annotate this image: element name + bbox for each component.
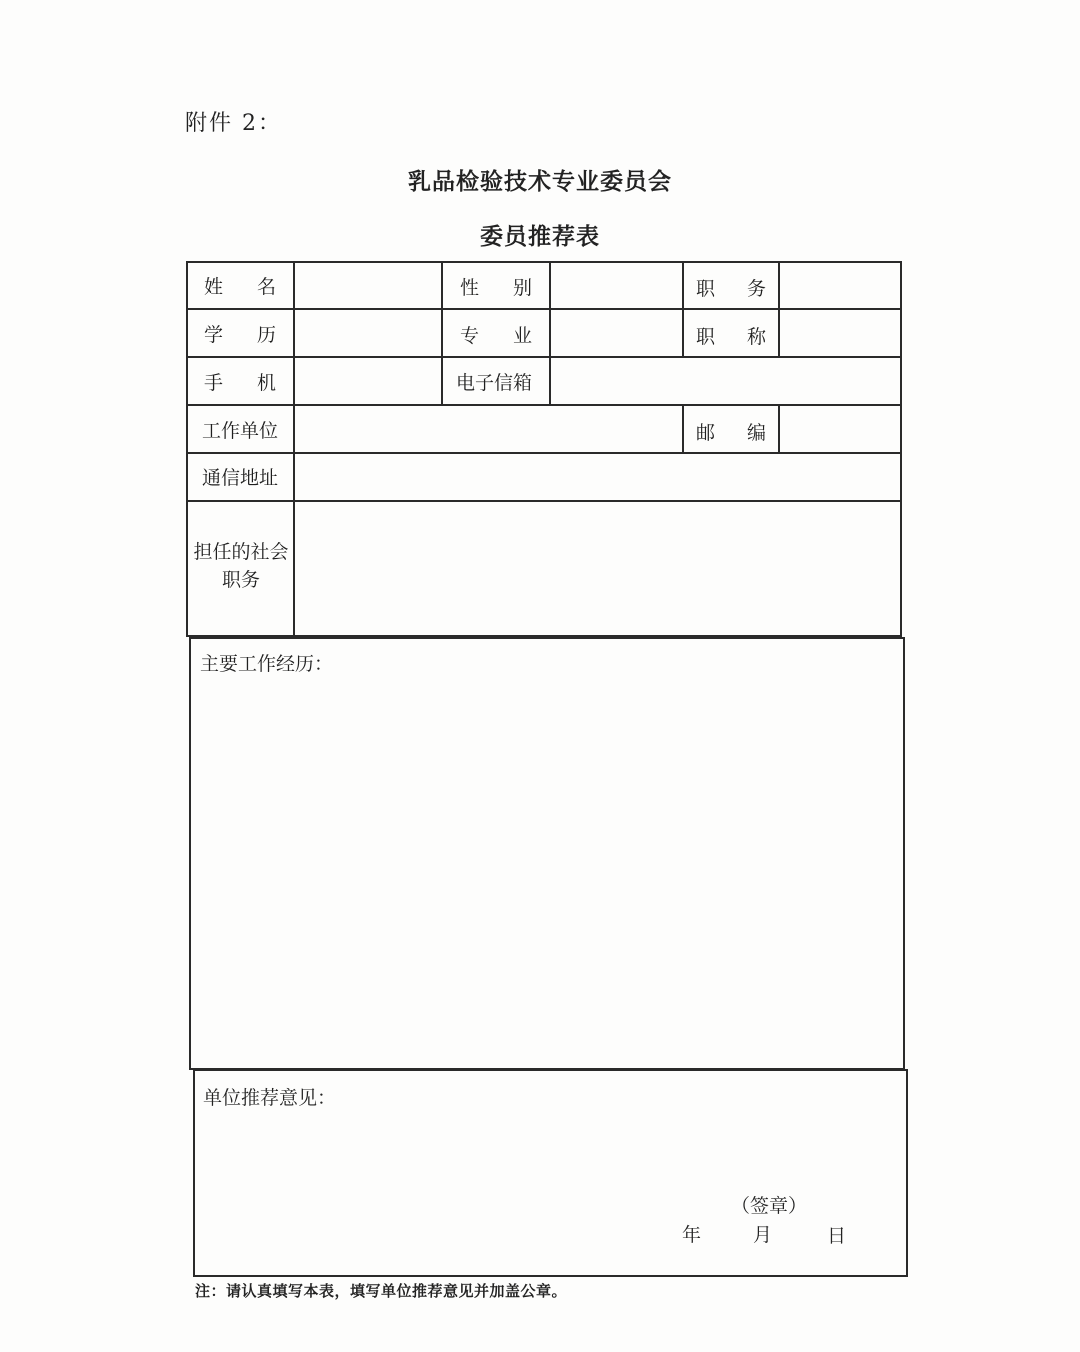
name-label: 姓 名	[204, 276, 276, 298]
seal-label: （签章）	[731, 1195, 808, 1217]
column-divider	[549, 263, 551, 404]
column-divider	[778, 404, 780, 452]
address-label: 通信地址	[202, 467, 279, 489]
column-divider	[293, 263, 295, 635]
major-label: 专 业	[460, 325, 532, 347]
social-duties-label: 担任的社会职务	[193, 541, 289, 591]
footer-note: 注：请认真填写本表，填写单位推荐意见并加盖公章。	[195, 1282, 568, 1300]
info-table	[186, 261, 902, 637]
form-subtitle: 委员推荐表	[480, 223, 600, 250]
month-label: 月	[753, 1224, 773, 1246]
column-divider	[682, 263, 684, 356]
recommendation-label: 单位推荐意见：	[203, 1087, 337, 1109]
work-experience-box	[189, 637, 905, 1070]
column-divider	[682, 404, 684, 452]
gender-label: 性 别	[460, 277, 532, 299]
employer-label: 工作单位	[202, 420, 279, 442]
education-label: 学 历	[204, 324, 276, 346]
column-divider	[778, 263, 780, 356]
email-label: 电子信箱	[456, 372, 533, 394]
work-experience-label: 主要工作经历：	[200, 653, 334, 675]
attachment-label: 附件 2：	[185, 111, 282, 136]
day-label: 日	[827, 1225, 847, 1247]
mobile-label: 手 机	[204, 372, 276, 394]
postcode-label: 邮 编	[696, 422, 766, 444]
column-divider	[441, 263, 443, 404]
recommendation-box	[193, 1069, 908, 1277]
position-label: 职 务	[696, 278, 766, 300]
form-title: 乳品检验技术专业委员会	[408, 168, 672, 195]
year-label: 年	[682, 1224, 702, 1246]
job-title-label: 职 称	[696, 326, 766, 348]
